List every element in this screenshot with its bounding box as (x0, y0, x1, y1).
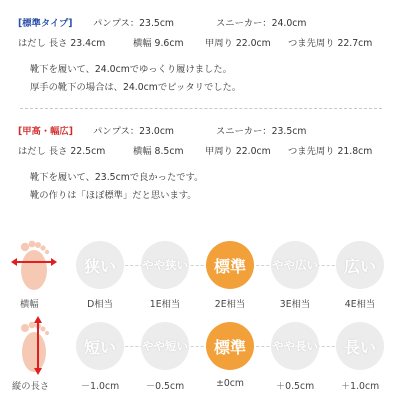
wide-pumps: パンプス：23.0cm (93, 126, 174, 137)
width-label-2e: 2E相当 (214, 299, 246, 310)
standard-note1: 靴下を履いて、24.0cmでゆっくり履けました。 (30, 64, 232, 75)
standard-note2: 厚手の靴下の場合は、24.0cmでピッタリでした。 (30, 82, 242, 93)
width-side-label: 横幅 (20, 299, 39, 310)
width-option-slightly-wide: やや広い (271, 241, 319, 289)
length-side-label: 縦の長さ (12, 381, 50, 392)
length-option-standard: 標準 (206, 322, 254, 370)
section-divider (20, 108, 382, 109)
wide-sneakers: スニーカー：23.5cm (216, 126, 307, 137)
width-label-d: D相当 (87, 299, 113, 310)
foot-width-icon (8, 234, 60, 294)
length-label-minus-05: －0.5cm (145, 381, 185, 392)
standard-tag: [標準タイプ] (18, 18, 73, 29)
length-option-slightly-long: やや長い (271, 322, 319, 370)
standard-instep: 甲周り 22.0cm (205, 38, 271, 49)
length-label-minus-1: －1.0cm (80, 381, 120, 392)
width-option-wide: 広い (336, 241, 384, 289)
wide-width: 横幅 8.5cm (133, 146, 184, 157)
width-label-3e: 3E相当 (279, 299, 311, 310)
wide-toe: つま先周り 21.8cm (288, 146, 373, 157)
standard-pumps: パンプス：23.5cm (93, 18, 174, 29)
width-option-slightly-narrow: やや狭い (141, 241, 189, 289)
length-label-plus-05: ＋0.5cm (275, 381, 315, 392)
wide-barefoot: はだし 長さ 22.5cm (18, 146, 106, 157)
width-label-4e: 4E相当 (344, 299, 376, 310)
wide-tag: [甲高・幅広] (18, 126, 73, 137)
length-label-zero: ±0cm (216, 378, 244, 389)
width-label-1e: 1E相当 (149, 299, 181, 310)
standard-toe: つま先周り 22.7cm (288, 38, 373, 49)
standard-sneakers: スニーカー：24.0cm (216, 18, 307, 29)
length-option-slightly-short: やや短い (141, 322, 189, 370)
wide-note1: 靴下を履いて、23.5cmで良かったです。 (30, 172, 204, 183)
length-option-short: 短い (76, 322, 124, 370)
foot-length-icon (10, 314, 58, 376)
standard-width: 横幅 9.6cm (133, 38, 184, 49)
width-option-narrow: 狭い (76, 241, 124, 289)
wide-note2: 靴の作りは「ほぼ標準」だと思います。 (30, 190, 197, 201)
width-option-standard: 標準 (206, 241, 254, 289)
length-label-plus-1: ＋1.0cm (340, 381, 380, 392)
length-option-long: 長い (336, 322, 384, 370)
standard-barefoot: はだし 長さ 23.4cm (18, 38, 106, 49)
wide-instep: 甲周り 22.0cm (205, 146, 271, 157)
